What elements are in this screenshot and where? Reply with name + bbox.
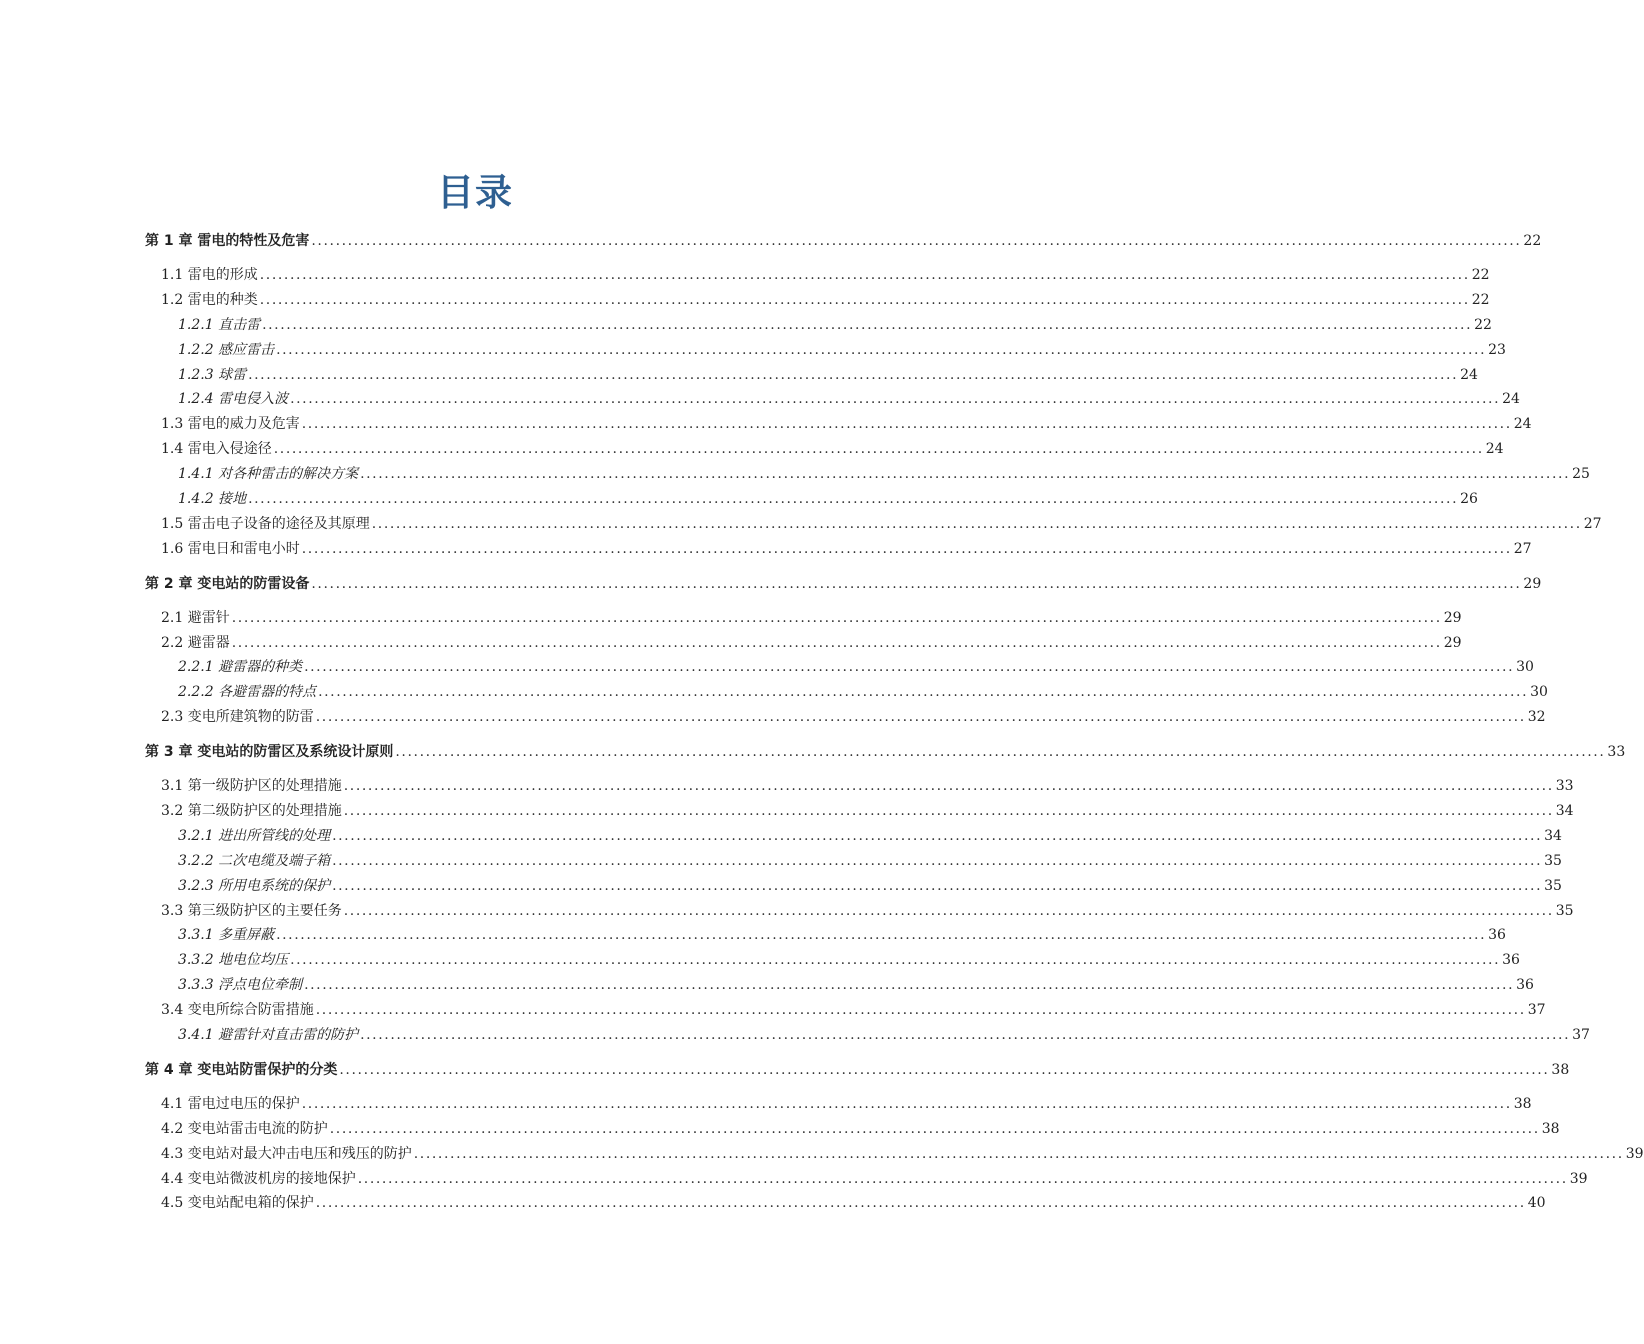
toc-leader-dots: ........................................................................................................................................................................................................ bbox=[343, 902, 1554, 919]
toc-chapter-entry[interactable] bbox=[145, 1058, 1570, 1082]
toc-entry-label: 3.2 第二级防护区的处理措施 bbox=[161, 802, 342, 819]
toc-leader-dots: ........................................................................................................................................................................................................ bbox=[301, 416, 1512, 433]
toc-page-number: 23 bbox=[1488, 341, 1506, 358]
toc-entry-label: 第 3 章 变电站的防雷区及系统设计原则 bbox=[145, 744, 394, 761]
toc-entry-label: 1.3 雷电的威力及危害 bbox=[161, 416, 300, 433]
toc-entry-label: 2.1 避雷针 bbox=[161, 609, 230, 626]
toc-entry[interactable] bbox=[178, 948, 1520, 972]
toc-entry-label: 3.2.1 进出所管线的处理 bbox=[178, 827, 331, 844]
toc-entry-label: 2.2 避雷器 bbox=[161, 634, 230, 651]
toc-leader-dots: ........................................................................................................................................................................................................ bbox=[301, 1095, 1512, 1112]
toc-entry-label: 1.5 雷击电子设备的途径及其原理 bbox=[161, 515, 370, 532]
toc-leader-dots: ........................................................................................................................................................................................................ bbox=[332, 852, 1543, 869]
toc-page-number: 25 bbox=[1572, 466, 1590, 483]
toc-entry[interactable] bbox=[178, 338, 1506, 362]
toc-page-number: 24 bbox=[1485, 441, 1504, 458]
toc-entry-label: 3.2.3 所用电系统的保护 bbox=[178, 877, 331, 894]
toc-entry-label: 第 4 章 变电站防雷保护的分类 bbox=[145, 1061, 338, 1078]
toc-page-number: 30 bbox=[1530, 684, 1548, 701]
toc-entry[interactable] bbox=[178, 973, 1534, 997]
toc-leader-dots: ........................................................................................................................................................................................................ bbox=[343, 802, 1554, 819]
toc-page-number: 34 bbox=[1555, 802, 1574, 819]
toc-page-number: 30 bbox=[1516, 659, 1534, 676]
toc-leader-dots: ........................................................................................................................................................................................................ bbox=[371, 515, 1582, 532]
toc-entry-label: 3.2.2 二次电缆及端子箱 bbox=[178, 852, 331, 869]
toc-leader-dots: ........................................................................................................................................................................................................ bbox=[304, 977, 1515, 994]
toc-entry-label: 1.2.2 感应雷击 bbox=[178, 341, 275, 358]
toc-entry-label: 1.2 雷电的种类 bbox=[161, 291, 258, 308]
toc-entry[interactable] bbox=[178, 313, 1492, 337]
toc-leader-dots: ........................................................................................................................................................................................................ bbox=[304, 659, 1515, 676]
toc-page-number: 29 bbox=[1443, 609, 1462, 626]
toc-chapter-entry[interactable] bbox=[145, 229, 1542, 253]
toc-entry-label: 3.4.1 避雷针对直击雷的防护 bbox=[178, 1027, 359, 1043]
toc-entry-label: 1.2.4 雷电侵入波 bbox=[178, 391, 289, 408]
toc-entry[interactable] bbox=[161, 631, 1462, 655]
toc-leader-dots: ........................................................................................................................................................................................................ bbox=[276, 927, 1487, 944]
toc-page-number: 29 bbox=[1523, 575, 1542, 592]
toc-entry[interactable] bbox=[161, 1191, 1546, 1215]
toc-leader-dots: ........................................................................................................................................................................................................ bbox=[315, 709, 1526, 726]
toc-entry[interactable] bbox=[178, 824, 1562, 848]
toc-page-number: 38 bbox=[1513, 1095, 1532, 1112]
toc-entry[interactable] bbox=[178, 680, 1548, 704]
toc-leader-dots: ........................................................................................................................................................................................................ bbox=[395, 744, 1606, 761]
toc-leader-dots: ........................................................................................................................................................................................................ bbox=[301, 540, 1512, 557]
toc-page-number: 27 bbox=[1583, 515, 1602, 532]
toc-entry[interactable] bbox=[178, 923, 1506, 947]
toc-leader-dots: ........................................................................................................................................................................................................ bbox=[248, 491, 1459, 507]
toc-leader-dots: ........................................................................................................................................................................................................ bbox=[315, 1002, 1526, 1019]
toc-entry-label: 1.4.2 接地 bbox=[178, 491, 247, 507]
toc-leader-dots: ........................................................................................................................................................................................................ bbox=[231, 634, 1442, 651]
toc-page-number: 38 bbox=[1541, 1120, 1560, 1137]
toc-page-number: 27 bbox=[1513, 540, 1532, 557]
toc-entry[interactable] bbox=[161, 512, 1602, 536]
toc-leader-dots: ........................................................................................................................................................................................................ bbox=[262, 316, 1473, 333]
toc-leader-dots: ........................................................................................................................................................................................................ bbox=[290, 391, 1501, 408]
toc-entry-label: 4.5 变电站配电箱的保护 bbox=[161, 1195, 314, 1212]
toc-entry[interactable] bbox=[178, 462, 1590, 486]
toc-page-number: 40 bbox=[1527, 1195, 1546, 1212]
toc-entry[interactable] bbox=[178, 655, 1534, 679]
toc-entry[interactable] bbox=[161, 412, 1532, 436]
toc-entry[interactable] bbox=[161, 288, 1490, 312]
toc-page-number: 24 bbox=[1502, 391, 1520, 408]
toc-leader-dots: ........................................................................................................................................................................................................ bbox=[276, 341, 1487, 358]
toc-entry-label: 1.4.1 对各种雷击的解决方案 bbox=[178, 466, 359, 483]
toc-page-number: 37 bbox=[1527, 1002, 1546, 1019]
toc-leader-dots: ........................................................................................................................................................................................................ bbox=[273, 441, 1484, 458]
toc-entry-label: 3.3.2 地电位均压 bbox=[178, 952, 289, 969]
toc-entry-label: 1.2.1 直击雷 bbox=[178, 316, 261, 333]
toc-chapter-entry[interactable] bbox=[145, 572, 1542, 596]
toc-leader-dots: ........................................................................................................................................................................................................ bbox=[318, 684, 1529, 701]
toc-entry-label: 1.4 雷电入侵途径 bbox=[161, 441, 272, 458]
toc-entry-label: 4.1 雷电过电压的保护 bbox=[161, 1095, 300, 1112]
toc-page-number: 22 bbox=[1471, 291, 1490, 308]
toc-page-number: 36 bbox=[1502, 952, 1520, 969]
toc-leader-dots: ........................................................................................................................................................................................................ bbox=[315, 1195, 1526, 1212]
toc-page-number: 32 bbox=[1527, 709, 1546, 726]
toc-entry-label: 4.4 变电站微波机房的接地保护 bbox=[161, 1170, 356, 1187]
toc-page-number: 26 bbox=[1460, 491, 1478, 507]
toc-leader-dots: ........................................................................................................................................................................................................ bbox=[343, 778, 1554, 794]
toc-page-number: 35 bbox=[1555, 902, 1574, 919]
toc-page-number: 39 bbox=[1625, 1145, 1644, 1162]
toc-leader-dots: ........................................................................................................................................................................................................ bbox=[329, 1120, 1540, 1137]
toc-leader-dots: ........................................................................................................................................................................................................ bbox=[259, 266, 1470, 283]
toc-page-number: 33 bbox=[1607, 744, 1626, 761]
toc-entry-label: 第 1 章 雷电的特性及危害 bbox=[145, 233, 310, 249]
toc-entry-label: 2.3 变电所建筑物的防雷 bbox=[161, 709, 314, 726]
toc-leader-dots: ........................................................................................................................................................................................................ bbox=[311, 575, 1522, 592]
toc-entry[interactable] bbox=[178, 387, 1520, 411]
toc-leader-dots: ........................................................................................................................................................................................................ bbox=[290, 952, 1501, 969]
toc-entry-label: 第 2 章 变电站的防雷设备 bbox=[145, 575, 310, 592]
toc-entry[interactable] bbox=[161, 799, 1574, 823]
toc-page-number: 34 bbox=[1544, 827, 1562, 844]
toc-leader-dots: ........................................................................................................................................................................................................ bbox=[413, 1145, 1624, 1162]
toc-leader-dots: ........................................................................................................................................................................................................ bbox=[339, 1061, 1550, 1078]
toc-entry[interactable] bbox=[161, 1117, 1560, 1141]
toc-entry-label: 3.3.3 浮点电位牵制 bbox=[178, 977, 303, 994]
toc-entry[interactable] bbox=[161, 263, 1490, 287]
toc-entry[interactable] bbox=[161, 998, 1546, 1022]
toc-leader-dots: ........................................................................................................................................................................................................ bbox=[332, 877, 1543, 894]
toc-entry[interactable] bbox=[178, 363, 1478, 387]
toc-page-number: 38 bbox=[1551, 1061, 1570, 1078]
toc-leader-dots: ........................................................................................................................................................................................................ bbox=[360, 1027, 1571, 1043]
toc-page-number: 24 bbox=[1513, 416, 1532, 433]
toc-entry[interactable] bbox=[178, 849, 1562, 873]
toc-leader-dots: ........................................................................................................................................................................................................ bbox=[231, 609, 1442, 626]
toc-entry-label: 2.2.2 各避雷器的特点 bbox=[178, 684, 317, 701]
toc-page-number: 39 bbox=[1569, 1170, 1588, 1187]
toc-leader-dots: ........................................................................................................................................................................................................ bbox=[357, 1170, 1568, 1187]
toc-entry[interactable] bbox=[161, 1167, 1588, 1191]
toc-leader-dots: ........................................................................................................................................................................................................ bbox=[360, 466, 1571, 483]
toc-entry[interactable] bbox=[161, 1092, 1532, 1116]
toc-entry[interactable] bbox=[178, 874, 1562, 898]
toc-entry[interactable] bbox=[161, 437, 1504, 461]
toc-leader-dots: ........................................................................................................................................................................................................ bbox=[259, 291, 1470, 308]
toc-entry-label: 4.3 变电站对最大冲击电压和残压的防护 bbox=[161, 1145, 412, 1162]
toc-entry-label: 3.1 第一级防护区的处理措施 bbox=[161, 778, 342, 794]
toc-chapter-entry[interactable] bbox=[145, 740, 1626, 764]
toc-entry[interactable] bbox=[161, 1142, 1644, 1166]
toc-entry[interactable] bbox=[178, 1023, 1590, 1047]
toc-page-number: 22 bbox=[1474, 316, 1492, 333]
toc-entry-label: 4.2 变电站雷击电流的防护 bbox=[161, 1120, 328, 1137]
toc-entry-label: 3.4 变电所综合防雷措施 bbox=[161, 1002, 314, 1019]
toc-entry[interactable] bbox=[178, 487, 1478, 511]
toc-entry-label: 1.2.3 球雷 bbox=[178, 366, 247, 383]
toc-entry-label: 1.6 雷电日和雷电小时 bbox=[161, 540, 300, 557]
toc-entry-label: 3.3.1 多重屏蔽 bbox=[178, 927, 275, 944]
toc-leader-dots: ........................................................................................................................................................................................................ bbox=[248, 366, 1459, 383]
toc-page-number: 33 bbox=[1555, 778, 1574, 794]
toc-leader-dots: ........................................................................................................................................................................................................ bbox=[311, 233, 1522, 249]
toc-page-number: 22 bbox=[1471, 266, 1490, 283]
toc-page-number: 37 bbox=[1572, 1027, 1590, 1043]
toc-entry[interactable] bbox=[161, 705, 1546, 729]
toc-entry-label: 2.2.1 避雷器的种类 bbox=[178, 659, 303, 676]
toc-entry[interactable] bbox=[161, 774, 1574, 798]
toc-entry[interactable] bbox=[161, 606, 1462, 630]
toc-entry-label: 1.1 雷电的形成 bbox=[161, 266, 258, 283]
page-title: 目录 bbox=[437, 171, 513, 214]
toc-page-number: 22 bbox=[1523, 233, 1542, 249]
toc-page-number: 35 bbox=[1544, 877, 1562, 894]
toc-page-number: 36 bbox=[1488, 927, 1506, 944]
toc-leader-dots: ........................................................................................................................................................................................................ bbox=[332, 827, 1543, 844]
toc-entry[interactable] bbox=[161, 899, 1574, 923]
toc-entry-label: 3.3 第三级防护区的主要任务 bbox=[161, 902, 342, 919]
toc-page-number: 29 bbox=[1443, 634, 1462, 651]
toc-page-number: 35 bbox=[1544, 852, 1562, 869]
toc-page-number: 24 bbox=[1460, 366, 1478, 383]
toc-page-number: 36 bbox=[1516, 977, 1534, 994]
toc-entry[interactable] bbox=[161, 537, 1532, 561]
